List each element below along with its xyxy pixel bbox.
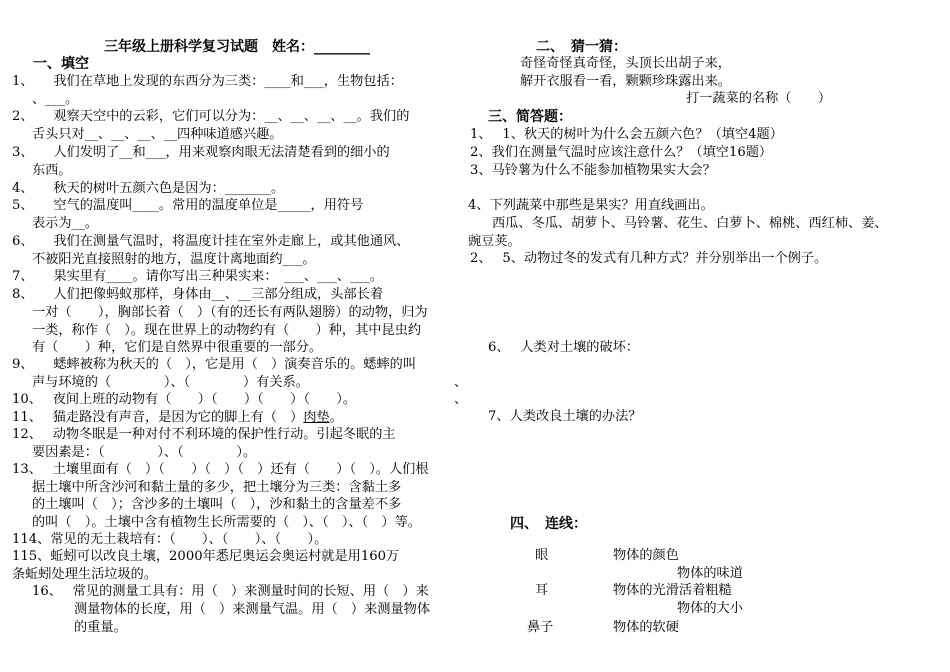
question-12-line-2: 要因素是：（ ）、（ ）。 — [32, 445, 257, 460]
question-15-line-2: 条蚯蚓处理生活垃圾的。 — [12, 567, 158, 582]
short-answer-q3: 3、马铃薯为什么不能参加植物果实大会？ — [470, 163, 716, 178]
short-answer-q4-line-3: 豌豆荚。 — [468, 234, 521, 249]
question-8-line-2: 一对（ ），胸部长着（ ）（有的还长有两队翅膀）的动物，归为 — [32, 305, 428, 320]
riddle-line-1: 奇怪奇怪真奇怪，头顶长出胡子来， — [520, 56, 731, 71]
match-left-nose: 鼻子 — [527, 620, 554, 635]
question-2-line-2: 舌头只对__、__、__、__四种味道感兴趣。 — [32, 127, 283, 142]
section-riddle-heading: 二、 猜一猜： — [536, 39, 627, 55]
question-11-text: 11、 猫走路没有声音，是因为它的脚上有（ ） — [12, 410, 304, 425]
short-answer-q1: 1、 1、秋天的树叶为什么会五颜六色？（填空4题） — [470, 127, 783, 142]
question-13-line-1: 13、 土壤里面有（ ）（ ）（ ）（ ）还有（ ）（ ）。人们根 — [12, 462, 429, 477]
match-right-color: 物体的颜色 — [613, 548, 679, 563]
question-16-line-3: 的重量。 — [74, 620, 127, 635]
question-8-line-1: 8、 人们把像蚂蚁那样，身体由__、__三部分组成，头部长着 — [12, 287, 384, 302]
question-1-line-1: 1、 我们在草地上发现的东西分为三类：____和___，生物包括： — [12, 74, 403, 89]
question-11-end: 。 — [329, 410, 343, 425]
short-answer-q6: 6、 人类对土壤的破坏： — [488, 340, 640, 355]
question-16-line-2: 测量物体的长度，用（ ）来测量气温。用（ ）来测量物体 — [74, 602, 431, 617]
section-matching-heading: 四、 连线： — [510, 516, 587, 532]
question-4: 4、 秋天的树叶五颜六色是因为：_______。 — [12, 181, 285, 196]
match-right-smoothness: 物体的光滑活着粗糙 — [613, 583, 732, 598]
section-short-answer-heading: 三、简答题： — [488, 109, 572, 125]
short-answer-q4-line-2: 西瓜、冬瓜、胡萝卜、马铃薯、花生、白萝卜、棉桃、西红柿、姜、 — [492, 216, 888, 231]
stray-comma-1: 、 — [454, 375, 468, 390]
short-answer-q2: 2、我们在测量气温时应该注意什么？（填空16题） — [470, 145, 773, 160]
riddle-answer-prompt: 打一蔬菜的名称（ ） — [686, 91, 832, 106]
short-answer-q7: 7、人类改良土壤的办法？ — [488, 409, 642, 424]
match-right-hardness: 物体的软硬 — [613, 620, 679, 635]
short-answer-q4-line-1: 4、下列蔬菜中那些是果实？用直线画出。 — [468, 198, 714, 213]
question-1-line-2: 、___。 — [32, 92, 79, 107]
question-9-line-1: 9、 蟋蟀被称为秋天的（ ），它是用（ ）演奏音乐的。蟋蟀的叫 — [12, 357, 416, 372]
question-12-line-1: 12、 动物冬眠是一种对付不利环境的保护性行动。引起冬眠的主 — [12, 427, 396, 442]
question-8-line-3: 一类，称作（ ）。现在世界上的动物约有（ ）种，其中昆虫约 — [32, 323, 422, 338]
question-8-line-4: 有（ ）种，它们是自然界中很重要的一部分。 — [32, 340, 323, 355]
question-6-line-2: 不被阳光直接照射的地方，温度计离地面约___。 — [32, 252, 316, 267]
match-right-size: 物体的大小 — [677, 601, 743, 616]
question-13-line-2: 据土壤中所含沙河和黏土量的多少，把土壤分为三类：含黏土多 — [32, 480, 402, 495]
short-answer-q5: 2、 5、动物过冬的发式有几种方式？并分别举出一个例子。 — [470, 251, 828, 266]
stray-comma-2: 、 — [454, 392, 468, 407]
question-16-line-1: 16、 常见的测量工具有：用（ ）来测量时间的长短、用（ ）来 — [32, 584, 429, 599]
match-left-ear: 耳 — [535, 583, 549, 598]
worksheet-title: 三年级上册科学复习试题 姓名：________ — [104, 39, 370, 55]
question-5-line-2: 表示为__。 — [32, 216, 98, 231]
question-9-line-2: 声与环境的（ ）、（ ）有关系。 — [32, 375, 309, 390]
question-2-line-1: 2、 观察天空中的云彩，它们可以分为：__、__、__、__。我们的 — [12, 109, 410, 124]
question-3-line-1: 3、 人们发明了__和___，用来观察肉眼无法清楚看到的细小的 — [12, 145, 390, 160]
question-5-line-1: 5、 空气的温度叫____。常用的温度单位是_____，用符号 — [12, 198, 364, 213]
riddle-line-2: 解开衣服看一看，颗颗珍珠露出来。 — [520, 74, 731, 89]
question-11-underlined: 肉垫 — [303, 410, 330, 425]
question-11 — [12, 411, 343, 424]
match-right-taste: 物体的味道 — [677, 566, 743, 581]
question-15-line-1: 115、蚯蚓可以改良土壤，2000年悉尼奥运会奥运村就是用160万 — [12, 549, 400, 564]
question-13-line-4: 的叫（ ）。土壤中含有植物生长所需要的（ ）、（ ）、（ ）等。 — [32, 515, 421, 530]
section-fill-blank-heading: 一、填空 — [33, 56, 89, 72]
question-10: 10、 夜间上班的动物有（ ）（ ）（ ）（ ）。 — [12, 392, 357, 407]
question-3-line-2: 东西。 — [32, 163, 72, 178]
question-7: 7、 果实里有____。请你写出三种果实来： ___、___、___。 — [12, 269, 384, 284]
question-6-line-1: 6、 我们在测量气温时，将温度计挂在室外走廊上，或其他通风、 — [12, 234, 410, 249]
question-14: 114、常见的无土栽培有：（ ）、（ ）、（ ）。 — [12, 532, 328, 547]
question-13-line-3: 的土壤叫（ ）；含沙多的土壤叫（ ），沙和黏土的含量差不多 — [32, 497, 402, 512]
match-left-eye: 眼 — [535, 548, 549, 563]
